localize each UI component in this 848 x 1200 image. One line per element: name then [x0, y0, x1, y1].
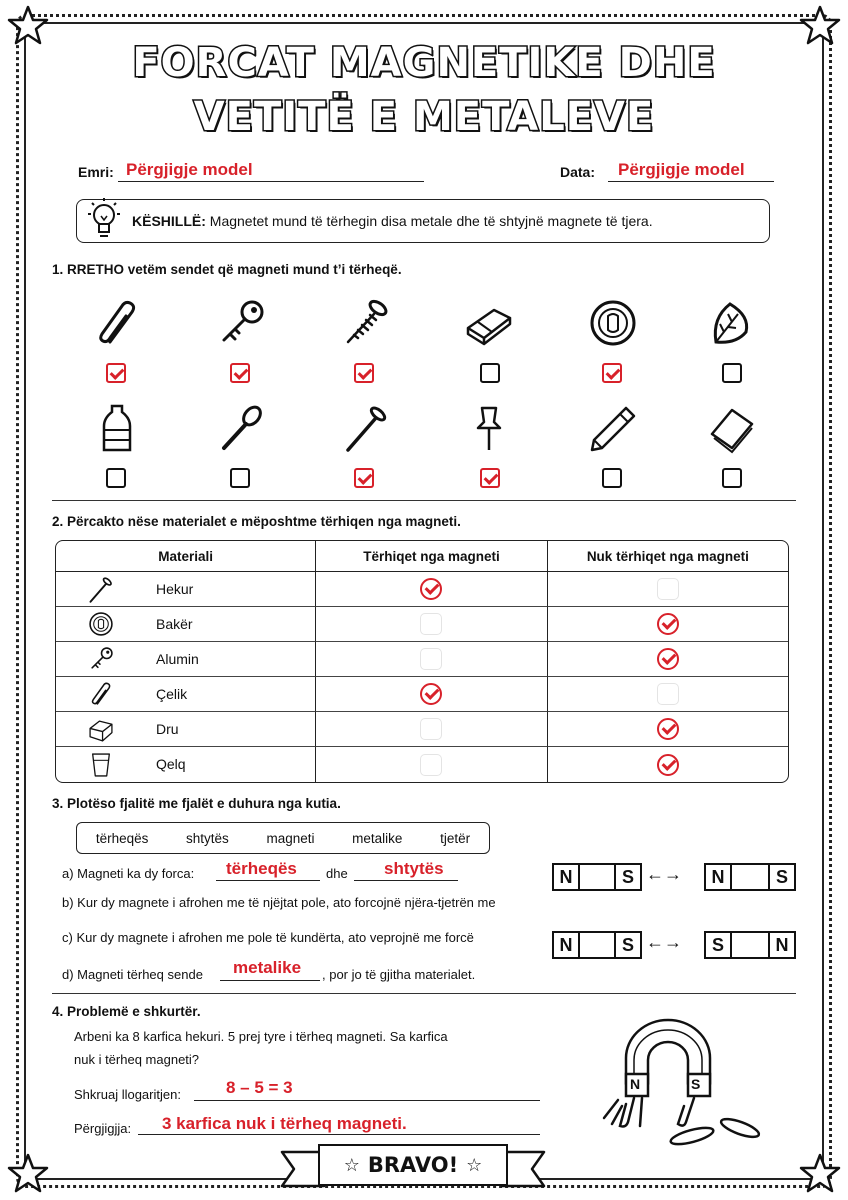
checkbox-pencil[interactable]: [602, 468, 622, 488]
pole-label: N: [554, 933, 580, 957]
material-name: Hekur: [156, 581, 194, 597]
materials-table: [55, 540, 789, 783]
not-attracted-check[interactable]: [657, 683, 679, 705]
lightbulb-icon: [84, 196, 124, 242]
answer-value[interactable]: 3 karfica nuk i tërheq magneti.: [162, 1114, 407, 1133]
pole-label: N: [768, 933, 794, 957]
double-arrow-icon: ←→: [646, 864, 682, 884]
pole-label: N: [554, 865, 580, 889]
paperclip-icon: [92, 298, 142, 348]
not-attracted-cell: [547, 607, 788, 642]
attracted-check[interactable]: [420, 578, 442, 600]
attracted-cell: [315, 572, 546, 607]
not-attracted-check[interactable]: [657, 754, 679, 776]
sentence-d-answer[interactable]: metalike: [233, 958, 302, 977]
checkbox-nail[interactable]: [354, 468, 374, 488]
checkbox-paper[interactable]: [722, 468, 742, 488]
bar-magnet: [704, 863, 796, 891]
paperclip-icon: [88, 681, 114, 707]
horseshoe-magnet-icon: [598, 1014, 778, 1150]
magnet-pole-n: N: [630, 1076, 641, 1092]
tip-body: Magnetet mund të tërhegin disa metale dhe të shtyjnë magnete të tjera.: [209, 213, 653, 229]
material-cell: [56, 607, 315, 642]
bravo-text: BRAVO!: [367, 1153, 459, 1177]
table-row: [56, 712, 788, 747]
attracted-cell: [315, 677, 546, 712]
attracted-check[interactable]: [420, 754, 442, 776]
material-cell: [56, 572, 315, 607]
word-bank-item: shtytës: [186, 830, 229, 846]
checkbox-coin[interactable]: [602, 363, 622, 383]
bravo-badge: [318, 1144, 508, 1186]
bar-magnet: [552, 931, 642, 959]
sentence-a-answer1[interactable]: tërheqës: [226, 859, 297, 878]
leaf-icon: [706, 298, 756, 348]
magnet-pole-s: S: [691, 1076, 701, 1092]
name-label: Emri:: [78, 164, 114, 180]
checkbox-spoon[interactable]: [230, 468, 250, 488]
word-bank-item: tërheqës: [95, 830, 149, 846]
answer-label: Përgjigjja:: [74, 1121, 132, 1136]
tip-text: [132, 213, 653, 229]
key-icon: [216, 298, 266, 348]
attracted-cell: [315, 642, 546, 677]
material-name: Qelq: [156, 756, 186, 772]
eraser-icon: [464, 298, 514, 348]
checkbox-key[interactable]: [230, 363, 250, 383]
date-value[interactable]: Përgjigje model: [618, 160, 745, 179]
not-attracted-check[interactable]: [657, 718, 679, 740]
word-bank-item: magneti: [266, 830, 315, 846]
calc-label: Shkruaj llogaritjen:: [74, 1087, 181, 1102]
not-attracted-check[interactable]: [657, 578, 679, 600]
sentence-a-answer2[interactable]: shtytës: [384, 859, 444, 878]
blank-line: [220, 980, 320, 981]
checkbox-pushpin[interactable]: [480, 468, 500, 488]
not-attracted-check[interactable]: [657, 613, 679, 635]
material-name: Alumin: [156, 651, 199, 667]
title-line2: VETITË E METALEVE: [193, 94, 655, 140]
material-name: Bakër: [156, 616, 193, 632]
header-attracted: Tërhiqet nga magneti: [315, 541, 546, 572]
name-value[interactable]: Përgjigje model: [126, 160, 253, 179]
star-outline-icon: ☆: [466, 1154, 483, 1176]
star-icon: [6, 1152, 50, 1196]
title-line1: FORCAT MAGNETIKE DHE: [132, 40, 716, 86]
name-underline: [118, 181, 424, 182]
screw-icon: [340, 298, 390, 348]
star-outline-icon: ☆: [343, 1154, 360, 1176]
checkbox-paperclip[interactable]: [106, 363, 126, 383]
sentence-a-text: a) Magneti ka dy forca:: [62, 866, 195, 881]
blank-line: [194, 1100, 540, 1101]
blank-line: [138, 1134, 540, 1135]
checkbox-water-bottle[interactable]: [106, 468, 126, 488]
blank-line: [354, 880, 458, 881]
pole-label: N: [706, 865, 732, 889]
tip-label: KËSHILLË:: [132, 213, 206, 229]
word-bank: [76, 822, 490, 854]
pole-label: S: [706, 933, 732, 957]
not-attracted-cell: [547, 712, 788, 747]
pole-label: S: [614, 933, 640, 957]
nail-icon: [340, 404, 390, 454]
not-attracted-check[interactable]: [657, 648, 679, 670]
q4-text-line2: nuk i tërheq magneti?: [74, 1052, 200, 1067]
pushpin-icon: [464, 404, 514, 454]
sentence-d-text: d) Magneti tërheq sende: [62, 967, 203, 982]
material-cell: [56, 677, 315, 712]
word-bank-item: tjetër: [440, 830, 471, 846]
not-attracted-cell: [547, 642, 788, 677]
attracted-check[interactable]: [420, 683, 442, 705]
sentence-b-text: b) Kur dy magnete i afrohen me të njëjtat pole, ato forcojnë njëra-tjetrën me: [62, 895, 496, 910]
coin-icon: [588, 298, 638, 348]
checkbox-leaf[interactable]: [722, 363, 742, 383]
not-attracted-cell: [547, 572, 788, 607]
sentence-a-mid: dhe: [326, 866, 348, 881]
material-name: Dru: [156, 721, 179, 737]
attracted-cell: [315, 607, 546, 642]
date-label: Data:: [560, 164, 596, 180]
q1-prompt: 1. RRETHO vetëm sendet që magneti mund t’i tërheqë.: [52, 262, 402, 277]
calc-value[interactable]: 8 – 5 = 3: [226, 1078, 293, 1097]
table-header-row: [56, 541, 788, 572]
q3-prompt: 3. Plotëso fjalitë me fjalët e duhura nga kutia.: [52, 796, 341, 811]
not-attracted-cell: [547, 677, 788, 712]
q2-prompt: 2. Përcakto nëse materialet e mëposhtme tërhiqen nga magneti.: [52, 514, 461, 529]
water-bottle-icon: [92, 404, 142, 454]
coin-icon: [88, 611, 114, 637]
table-row: [56, 642, 788, 677]
nail-icon: [86, 576, 114, 604]
material-cell: [56, 642, 315, 677]
key-icon: [88, 646, 114, 672]
attracted-check[interactable]: [420, 648, 442, 670]
blank-line: [216, 880, 320, 881]
pole-label: S: [768, 865, 794, 889]
word-bank-item: metalike: [352, 830, 403, 846]
pencil-icon: [588, 404, 638, 454]
double-arrow-icon: ←→: [646, 932, 682, 952]
spoon-icon: [216, 404, 266, 454]
attracted-check[interactable]: [420, 613, 442, 635]
attracted-cell: [315, 712, 546, 747]
glass-icon: [90, 752, 112, 778]
checkbox-screw[interactable]: [354, 363, 374, 383]
q4-prompt: 4. Problemë e shkurtër.: [52, 1004, 201, 1019]
header-material: Materiali: [56, 541, 315, 572]
checkbox-eraser[interactable]: [480, 363, 500, 383]
material-cell: [56, 712, 315, 747]
pole-label: S: [614, 865, 640, 889]
attracted-cell: [315, 747, 546, 782]
bar-magnet: [552, 863, 642, 891]
star-icon: [798, 1152, 842, 1196]
paper-icon: [706, 404, 756, 454]
bar-magnet: [704, 931, 796, 959]
sentence-d-end: , por jo të gjitha materialet.: [322, 967, 476, 982]
table-row: [56, 607, 788, 642]
sentence-c-text: c) Kur dy magnete i afrohen me pole të kundërta, ato veprojnë me forcë: [62, 930, 474, 945]
table-row: [56, 747, 788, 782]
header-not-attracted: Nuk tërhiqet nga magneti: [547, 541, 788, 572]
material-name: Çelik: [156, 686, 188, 702]
divider: [52, 993, 796, 994]
q4-text-line1: Arbeni ka 8 karfica hekuri. 5 prej tyre i tërheq magneti. Sa karfica: [74, 1029, 448, 1044]
table-row: [56, 677, 788, 712]
attracted-check[interactable]: [420, 718, 442, 740]
wood-block-icon: [88, 717, 114, 743]
divider: [52, 500, 796, 501]
table-row: [56, 572, 788, 607]
not-attracted-cell: [547, 747, 788, 782]
date-underline: [608, 181, 774, 182]
material-cell: [56, 747, 315, 782]
